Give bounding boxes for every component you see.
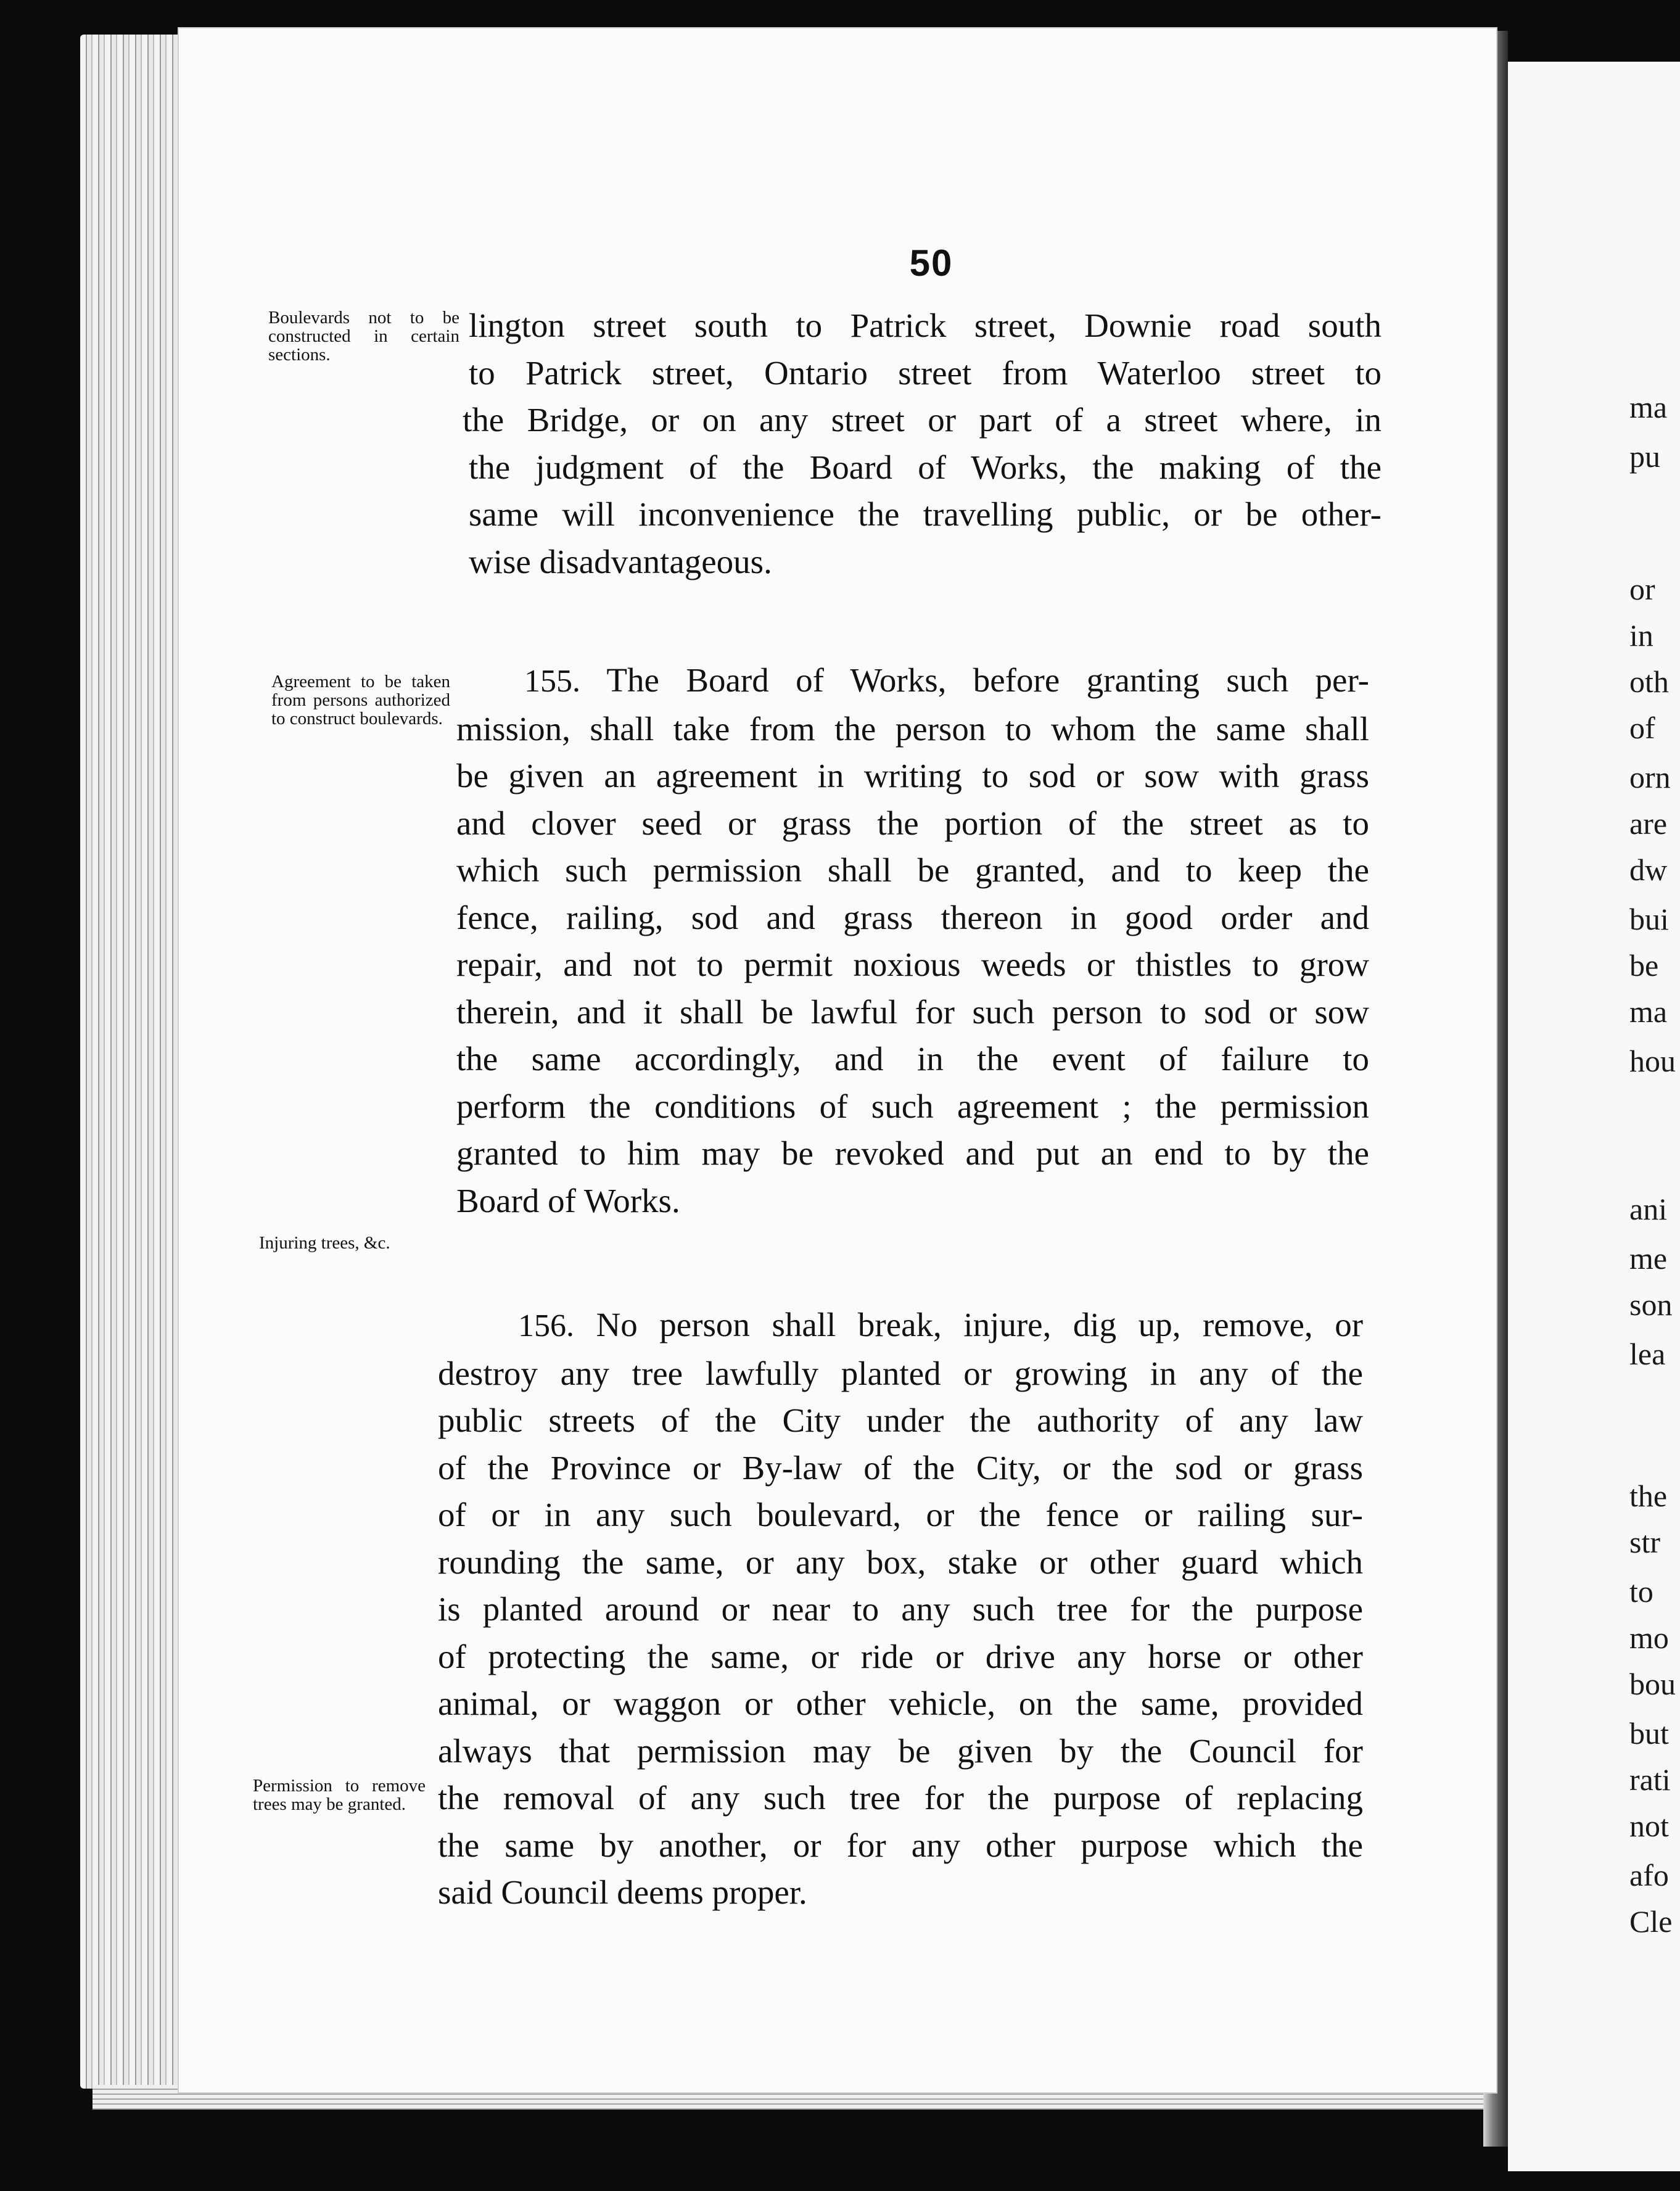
facing-page-fragment: ma [1629,390,1668,424]
facing-page-fragment: to [1629,1574,1653,1609]
text-line: Board of Works. [456,1181,680,1219]
text-line: No person shall break, injure, dig up, remove, or [596,1306,1364,1343]
facing-page-fragment: pu [1629,439,1660,474]
facing-page-fragment: rati [1629,1762,1671,1797]
text-line: and clover seed or grass the portion of the street as to [456,804,1369,842]
text-line: of the Province or By-law of the City, or the sod or grass [438,1448,1363,1487]
section-155 [456,657,1369,1224]
facing-page-fragment: orn [1629,760,1671,794]
facing-page-fragment: in [1629,618,1653,653]
facing-page-fragment: bui [1629,902,1669,936]
facing-page-fragment: or [1629,572,1655,606]
text-line: the Bridge, or on any street or part of a street where, in [463,401,1381,439]
section-156 [438,1302,1363,1917]
facing-page-fragment: me [1629,1241,1668,1276]
paragraph-continuation [463,302,1381,585]
text-line: animal, or waggon or other vehicle, on the same, provided [438,1685,1363,1722]
facing-page-fragment: Cle [1629,1904,1673,1939]
facing-page-fragment: bou [1629,1667,1676,1701]
text-line: mission, shall take from the person to whom the same shall [456,709,1369,748]
text-line: be given an agreement in writing to sod or sow with grass [456,757,1369,794]
text-line: fence, railing, sod and grass thereon in good order and [456,898,1369,936]
text-line: lington street south to Patrick street, Downie road south [469,307,1381,344]
text-line: perform the conditions of such agreement ; the permission [456,1087,1369,1125]
text-line: of protecting the same, or ride or drive any horse or other [438,1637,1363,1675]
facing-page-fragment: of [1629,711,1655,745]
text-line: the removal of any such tree for the purpose of replacing [438,1779,1363,1817]
text-line: wise disadvantageous. [469,542,772,580]
facing-page-fragment: the [1629,1479,1668,1513]
facing-page-fragment: ma [1629,994,1668,1029]
text-line: of or in any such boulevard, or the fence or railing sur- [438,1496,1363,1533]
facing-page-fragment: ani [1629,1192,1668,1226]
facing-page-fragment: mo [1629,1620,1669,1655]
text-line: the judgment of the Board of Works, the making of the [469,448,1381,486]
text-line: is planted around or near to any such tree for the purpose [438,1590,1363,1628]
facing-page-fragment: not [1629,1809,1669,1843]
text-line: to Patrick street, Ontario street from Waterloo street to [469,353,1381,392]
facing-page-fragment: son [1629,1287,1673,1322]
section-number: 156. [518,1308,574,1343]
section-number: 155. [524,664,580,699]
margin-note-injuring-trees: Injuring trees, &c. [259,1233,390,1253]
facing-page-fragment: hou [1629,1044,1676,1078]
facing-page-fragment: dw [1629,852,1668,887]
margin-note-permission: Permission to remove trees may be granted. [253,1776,426,1814]
text-line: which such permission shall be granted, and to keep the [456,851,1369,889]
facing-page [1508,62,1680,2171]
facing-page-fragment: are [1629,806,1668,841]
text-line: The Board of Works, before granting such per- [606,661,1369,699]
page-stack-edges [80,35,191,2089]
facing-page-fragment: lea [1629,1337,1666,1371]
facing-page-fragment: afo [1629,1858,1669,1892]
margin-note-boulevards: Boulevards not to be constructed in certain sections. [268,308,459,365]
text-line: therein, and it shall be lawful for such person to sod or sow [456,992,1369,1031]
facing-page-fragment: str [1629,1525,1660,1559]
text-line: said Council deems proper. [438,1873,807,1911]
margin-note-agreement: Agreement to be taken from persons authorized to construct boulevards. [271,672,450,728]
facing-page-fragment: be [1629,948,1659,983]
text-line: the same accordingly, and in the event of failure to [456,1040,1369,1078]
text-line: rounding the same, or any box, stake or other guard which [438,1543,1363,1581]
text-line: the same by another, or for any other purpose which the [438,1826,1363,1864]
text-line: granted to him may be revoked and put an end to by the [456,1134,1369,1172]
facing-page-fragment: but [1629,1716,1669,1751]
text-line: same will inconvenience the travelling public, or be other- [469,495,1381,533]
text-line: always that permission may be given by the Council for [438,1731,1363,1770]
text-line: public streets of the City under the authority of any law [438,1401,1363,1439]
text-line: destroy any tree lawfully planted or growing in any of the [438,1354,1363,1392]
text-line: repair, and not to permit noxious weeds or thistles to grow [456,946,1369,983]
page-number: 50 [909,242,953,284]
facing-page-fragment: oth [1629,664,1669,699]
